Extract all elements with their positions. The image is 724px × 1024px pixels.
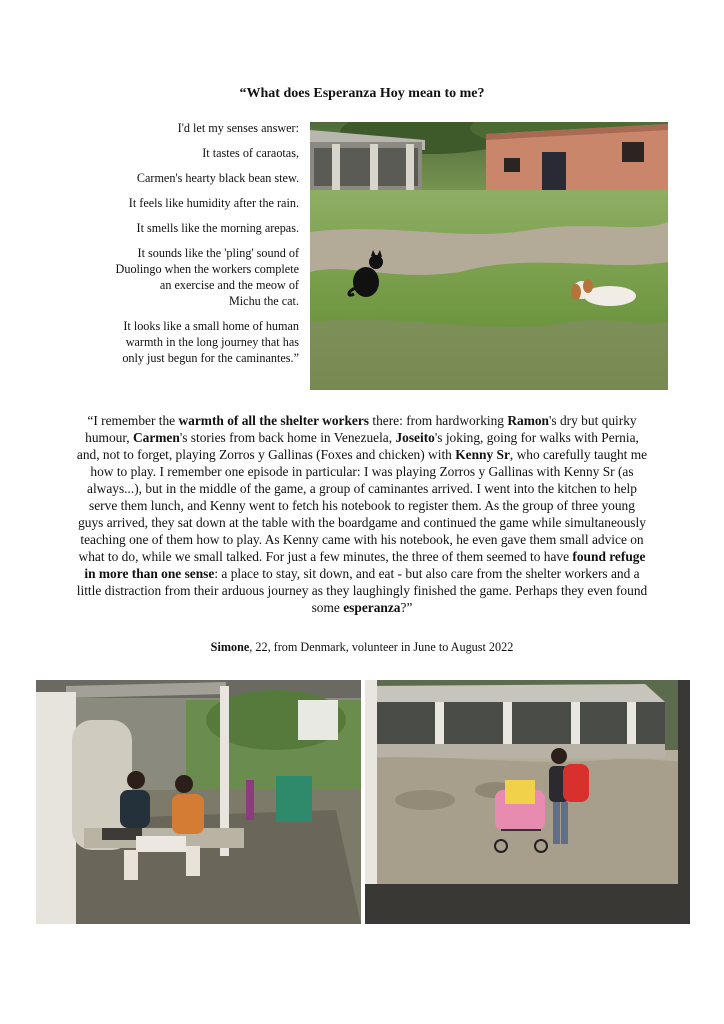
poem-line: I'd let my senses answer: [177, 121, 299, 135]
signature [0, 640, 724, 655]
quote-text: “I remember the [87, 413, 179, 428]
poem-line: It sounds like the 'pling' sound of [137, 246, 299, 260]
poem-stanza [95, 195, 299, 211]
poem-line: Carmen's hearty black bean stew. [136, 171, 299, 185]
page-title: “What does Esperanza Hoy mean to me? [239, 86, 485, 101]
quote [76, 412, 648, 616]
photo-caminantes-arriving [365, 680, 690, 924]
signature-name: Simone [210, 640, 250, 654]
quote-text: 's dry but quirky humour, [85, 413, 637, 445]
poem-stanza [95, 145, 299, 161]
poem-stanza [95, 120, 299, 136]
poem-line: It smells like the morning arepas. [136, 221, 299, 235]
quote-emphasis: esperanza [343, 600, 401, 615]
signature-details: , 22, from Denmark, volunteer in June to August 2022 [249, 640, 514, 654]
poem-line: only just begun for the caminantes.” [122, 351, 299, 365]
poem-stanza [95, 245, 299, 309]
quote-emphasis: Carmen [132, 430, 180, 445]
poem-line: Duolingo when the workers complete [115, 262, 299, 276]
poem-stanza [95, 170, 299, 186]
quote-emphasis: Kenny Sr [455, 447, 510, 462]
photo-shelter-yard [310, 122, 668, 390]
poem-stanza [95, 220, 299, 236]
quote-emphasis: Ramon [507, 413, 550, 428]
quote-text: 's stories from back home in Venezuela, [179, 430, 396, 445]
quote-emphasis: Joseito [395, 430, 435, 445]
poem [95, 120, 299, 375]
quote-text: ?” [400, 600, 413, 615]
poem-line: It tastes of caraotas, [202, 146, 299, 160]
poem-line: It looks like a small home of human [123, 319, 299, 333]
quote-text: : a place to stay, sit down, and eat - but also care from the shelter workers and a little distraction from their arduous journey as they laughingly finished the game. Perhaps they even found some [76, 566, 648, 615]
photo-board-game [36, 680, 361, 924]
poem-line: It feels like humidity after the rain. [128, 196, 299, 210]
poem-stanza [95, 318, 299, 366]
quote-emphasis: warmth of all the shelter workers [178, 413, 370, 428]
quote-text: there: from hardworking [369, 413, 508, 428]
quote-text: 's joking, going for walks with Pernia, and, not to forget, playing Zorros y Gallinas (Foxes and chicken) with [76, 430, 639, 462]
quote-emphasis: found refuge in more than one sense [84, 549, 646, 581]
quote-text: , who carefully taught me how to play. I remember one episode in particular: I was playing Zorros y Gallinas with Kenny Sr (as always...), but in the middle of the game, a group of caminantes arrived. I went into the kitchen to help serve them lunch, and Kenny went to fetch his notebook to register them. As the group of three young guys arrived, they sat down at the table with the boardgame and continued the game while simultaneously teaching one of them how to play. As Kenny came with his notebook, he even gave them small advice on what to do, while we small talked. For just a few minutes, the three of them seemed to have [78, 447, 648, 564]
poem-line: an exercise and the meow of [159, 278, 299, 292]
poem-line: Michu the cat. [228, 294, 299, 308]
poem-line: warmth in the long journey that has [125, 335, 299, 349]
